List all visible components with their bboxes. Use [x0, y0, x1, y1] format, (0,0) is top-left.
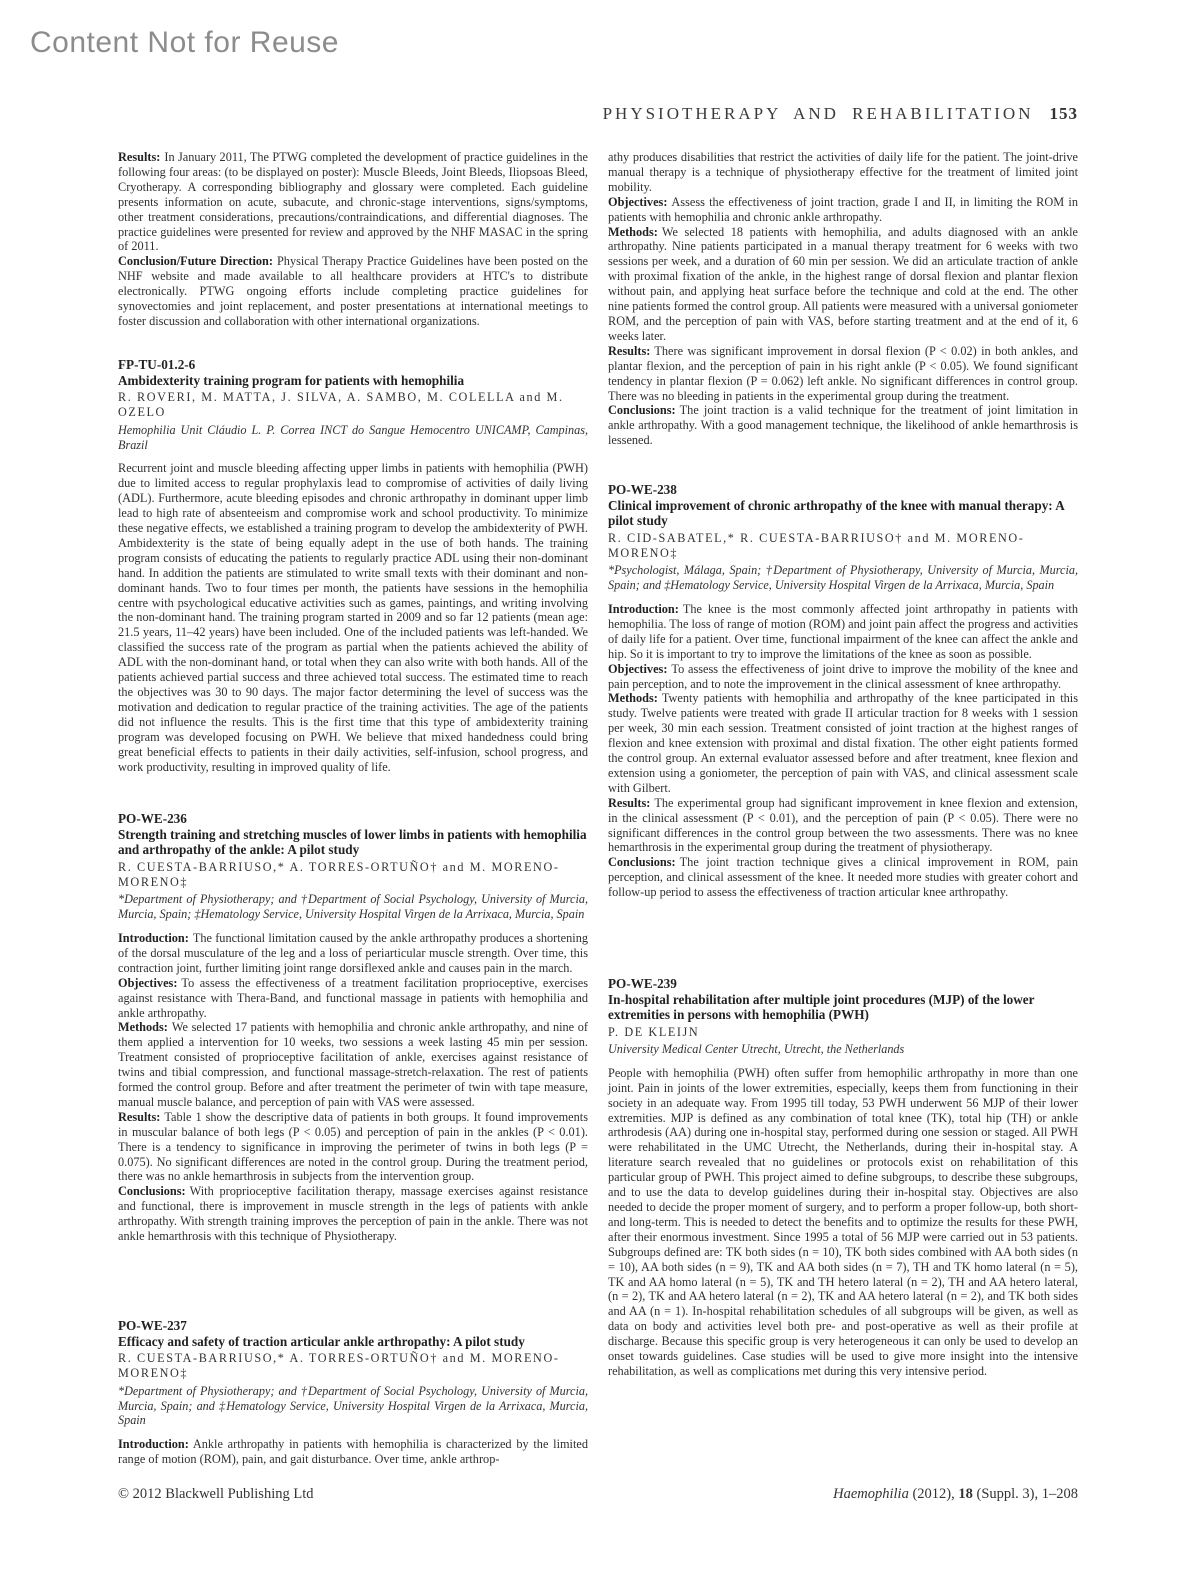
abstract-code: PO-WE-237: [118, 1318, 187, 1333]
footer-journal-name: Haemophilia: [833, 1486, 909, 1502]
section-label: Results:: [608, 795, 651, 810]
running-head-title: PHYSIOTHERAPY AND REHABILITATION: [602, 104, 1034, 123]
section-text: Recurrent joint and muscle bleeding affecting upper limbs in patients with hemophilia (PWH) due to limited access to regular prophylaxis lead to compromise of activities of daily living (ADL). Furthermore, acute bleeding episodes and chronic arthropathy in dominant upper limb lead to high rate of absenteeism and compromise work and school productivity. To minimize these negative effects, we established a training program to develop the ambidexterity of PWH. Ambidexterity is the state of being equally adept in the use of both hands. The training program consists of educating the patients to regularly practice ADL using their non-dominant hand. In addition the patients are stimulated to write small texts with their dominant and non-dominant hands. Two to four times per month, the patients have sessions in the hemophilia centre with psychological educative activities such as games, paintings, and writing involving the non-dominant hand. The training program started in 2009 and so far 12 patients (mean age: 21.5 years, 11–42 years) have been included. One of the included patients was left-handed. We classified the success rate of the program as partial when the patients achieved the ability of ADL with the non-dominant hand, or total when they can also write with both hands. All of the patients achieved partial success and three achieved total success. The estimated time to reach the objectives was 30 to 90 days. The major factor determining the level of success was the motivation and dedication to regular practice of the training activities. The age of the patients did not influence the results. This is the first time that this type of ambidexterity training program was developed focusing on PWH. We believe that mixed handedness could bring great beneficial effects to patients in their daily activities, self-infusion, school progress, and work productivity, resulting in improved quality of life.: [118, 461, 588, 774]
section-label: Methods:: [118, 1020, 168, 1035]
section-text: Table 1 show the descriptive data of patients in both groups. It found improvements in muscular balance of both legs (P < 0.05) and perception of pain in the ankles (P < 0.01). There is a tendency to significance in improving the perimeter of twins in both legs (P = 0.075). No significant differences are noted in the control group. During the treatment period, there was no ankle hemarthrosis in subjects from the intervention group.: [118, 1109, 588, 1184]
abstract-authors: R. CUESTA-BARRIUSO,* A. TORRES-ORTUÑO† and M. MORENO-MORENO‡: [118, 1351, 560, 1381]
page-number: 153: [1049, 104, 1078, 123]
section-label: Results:: [608, 343, 651, 358]
section-paragraph: [118, 1020, 588, 1109]
section-text: We selected 17 patients with hemophilia and chronic ankle arthropathy, and nine of them applied a intervention for 10 weeks, two sessions a week lasting 45 min per session. Treatment consisted of proprioceptive facilitation of ankle, exercises against resistance of twins and tibial compression, and functional massage-stretch-relaxation. The rest of patients formed the control group. Before and after treatment the perimeter of twin with tape measure, manual muscle balance, and perception of pain with VAS were assessed.: [118, 1020, 588, 1109]
footer-volume: 18: [958, 1486, 973, 1502]
section-paragraph: [608, 602, 1078, 662]
section-text: Physical Therapy Practice Guidelines have been posted on the NHF website and made available to all healthcare providers at HTC's to distribute electronically. PTWG ongoing efforts include completing practice guidelines for synovectomies and joint replacement, and poster presentations at international meetings to foster discussion and collaboration with other international organizations.: [118, 254, 588, 328]
section-paragraph: [608, 195, 1078, 225]
abstract-po-we-239: [608, 976, 1078, 1379]
abstract-title: In-hospital rehabilitation after multiple joint procedures (MJP) of the lower extremities in persons with hemophilia (PWH): [608, 991, 1035, 1023]
abstract-authors: R. CID-SABATEL,* R. CUESTA-BARRIUSO† and M. MORENO-MORENO‡: [608, 530, 1025, 560]
section-paragraph: [608, 796, 1078, 856]
abstract-title: Strength training and stretching muscles of lower limbs in patients with hemophilia and arthropathy of the ankle: A pilot study: [118, 826, 587, 858]
section-text: The joint traction technique gives a clinical improvement in ROM, pain perception, and clinical assessment of the knee. It needed more studies with greater cohort and follow-up period to assess the effectiveness of traction articular knee arthropathy.: [608, 855, 1078, 900]
section-paragraph: [118, 931, 588, 976]
section-text: Ankle arthropathy in patients with hemophilia is characterized by the limited range of motion (ROM), pain, and gait disturbance. Over time, ankle arthrop-: [118, 1437, 588, 1467]
footer-journal-ref: [833, 1486, 1078, 1503]
abstract-affiliation: *Psychologist, Málaga, Spain; †Department of Physiotherapy, University of Murcia, Murcia, Spain; and ‡Hematology Service, University Hospital Virgen de la Arrixaca, Murcia, Spain: [608, 563, 1078, 593]
running-head: [603, 104, 1078, 124]
section-paragraph: [118, 976, 588, 1021]
abstract-title: Efficacy and safety of traction articular ankle arthropathy: A pilot study: [118, 1333, 525, 1349]
abstract-code: PO-WE-236: [118, 811, 187, 826]
section-label: Conclusions:: [608, 855, 676, 870]
abstract-code: FP-TU-01.2-6: [118, 357, 196, 372]
section-text: With proprioceptive facilitation therapy, massage exercises against resistance and functional, there is improvement in muscle strength in the legs of patients with ankle arthropathy. With strength training improves the perception of pain in the ankle. There was not ankle hemarthrosis with this technique of Physiotherapy.: [118, 1184, 588, 1244]
section-label: Objectives:: [608, 194, 668, 209]
abstract-authors: P. DE KLEIJN: [608, 1024, 700, 1039]
section-paragraph: [118, 1184, 588, 1244]
section-text: The experimental group had significant improvement in knee flexion and extension, in the clinical assessment (P < 0.01), and the perception of pain (P < 0.05). There were no significant differences in the control group between the two assessments. There was no knee hemarthrosis in the experimental group during the treatment of physiotherapy.: [608, 795, 1078, 855]
section-paragraph: [608, 150, 1078, 195]
abstract-affiliation: Hemophilia Unit Cláudio L. P. Correa INCT do Sangue Hemocentro UNICAMP, Campinas, Brazil: [118, 422, 588, 452]
section-text: There was significant improvement in dorsal flexion (P < 0.02) in both ankles, and plantar flexion, and the perception of pain in his right ankle (P < 0.05). We found significant tendency in plantar flexion (P = 0.062) left ankle. No significant differences in control group. There was no bleeding in patients in the experimental group during the treatment.: [608, 343, 1078, 403]
section-text: Assess the effectiveness of joint traction, grade I and II, in limiting the ROM in patients with hemophilia and chronic ankle arthropathy.: [608, 194, 1078, 224]
abstract-code: PO-WE-238: [608, 482, 677, 497]
abstract-affiliation: *Department of Physiotherapy; and †Department of Social Psychology, University of Murcia, Murcia, Spain; and ‡Hematology Service, University Hospital Virgen de la Arrixaca, Murcia, Spain: [118, 1383, 588, 1428]
section-text: To assess the effectiveness of joint drive to improve the mobility of the knee and pain perception, and to note the improvement in the clinical assessment of knee arthropathy.: [608, 661, 1078, 691]
footer-year: (2012),: [912, 1486, 955, 1502]
section-text: athy produces disabilities that restrict the activities of daily life for the patient. The joint-drive manual therapy is a technique of physiotherapy effective for the treatment of limited joint mobility.: [608, 150, 1078, 194]
section-text: In January 2011, The PTWG completed the development of practice guidelines in the following four areas: (to be displayed on poster): Muscle Bleeds, Joint Bleeds, Iliopsoas Bleed, Cryotherapy. A corresponding bibliography and glossary were completed. Each guideline presents information on acute, subacute, and chronic-stage interventions, signs/symptoms, other treatment considerations, precautions/contraindications, and differential diagnoses. The practice guidelines were presented for review and approved by the NHF MASAC in the spring of 2011.: [118, 150, 588, 254]
abstract-authors: R. ROVERI, M. MATTA, J. SILVA, A. SAMBO, M. COLELLA and M. OZELO: [118, 390, 564, 420]
footer-issue-pages: (Suppl. 3), 1–208: [976, 1486, 1078, 1502]
section-label: Methods:: [608, 224, 658, 239]
section-paragraph: [608, 403, 1078, 448]
abstract-po-we-236: [118, 811, 588, 1244]
section-paragraph: [118, 150, 588, 254]
section-text: We selected 18 patients with hemophilia, and adults diagnosed with an ankle arthropathy. Nine patients participated in a manual therapy treatment for 6 weeks with two sessions per week, and a duration of 60 min per session. We did an articulate traction of ankle with proximal fixation of the ankle, in the highest range of dorsal flexion and plantar flexion without pain, and applying heat surface before the technique and cold at the end. The other nine patients formed the control group. All patients were measured with a universal goniometer ROM, and the perception of pain with VAS, before starting treatment and at the end of it, 6 weeks later.: [608, 224, 1078, 343]
abstract-authors: R. CUESTA-BARRIUSO,* A. TORRES-ORTUÑO† and M. MORENO-MORENO‡: [118, 859, 560, 889]
section-label: Conclusions:: [118, 1184, 186, 1199]
abstract-continuation-left: [118, 150, 588, 329]
abstract-fp-tu-01-2-6: [118, 357, 588, 774]
section-text: Twenty patients with hemophilia and arthropathy of the knee participated in this study. Twelve patients were treated with grade II articular traction for 8 weeks with 1 session per week, 30 min each session. Treatment consisted of joint traction at the highest ranges of flexion and knee extension with proximal and distal fixation. The other eight patients formed the control group. An external evaluator assessed before and after treatment, knee flexion and extension using a goniometer, the perception of pain with VAS, and clinical assessment scale with Gilbert.: [608, 691, 1078, 795]
section-paragraph: [608, 344, 1078, 404]
section-label: Methods:: [608, 691, 658, 706]
footer-copyright: © 2012 Blackwell Publishing Ltd: [118, 1486, 314, 1502]
section-paragraph: [608, 225, 1078, 344]
section-label: Introduction:: [118, 930, 189, 945]
section-paragraph: [118, 1110, 588, 1185]
section-label: Introduction:: [608, 601, 679, 616]
abstract-po-we-237: [118, 1318, 588, 1467]
section-label: Conclusion/Future Direction:: [118, 254, 273, 269]
section-paragraph: [608, 662, 1078, 692]
section-paragraph: [118, 254, 588, 329]
abstract-code: PO-WE-239: [608, 976, 677, 991]
section-paragraph: [608, 1066, 1078, 1379]
abstract-affiliation: University Medical Center Utrecht, Utrecht, the Netherlands: [608, 1041, 905, 1056]
section-paragraph: [118, 1437, 588, 1467]
watermark-text: Content Not for Reuse: [30, 26, 339, 59]
section-paragraph: [608, 691, 1078, 795]
abstract-continuation-right: [608, 150, 1078, 448]
abstract-affiliation: *Department of Physiotherapy; and †Department of Social Psychology, University of Murcia, Murcia, Spain; ‡Hematology Service, University Hospital Virgen de la Arrixaca, Murcia, Spain: [118, 892, 588, 922]
section-label: Results:: [118, 150, 161, 164]
section-text: People with hemophilia (PWH) often suffer from hemophilic arthropathy in more than one joint. Pain in joints of the lower extremities, especially, keeps them from functioning in their society in an adequate way. From 1995 till today, 53 PWH underwent 56 MJP of their lower extremities. MJP is defined as any combination of total knee (TK), total hip (TH) or ankle arthrodesis (AA) during one in-hospital stay, performed during one session or staged. All PWH were rehabilitated in the UMC Utrecht, the Netherlands, during their in-hospital stay. A literature search revealed that no guidelines or protocols exist on rehabilitation of this particular group of PWH. This project aimed to define subgroups, to describe these subgroups, and to use the data to develop guidelines during their in-hospital stay. Objectives are also needed to decide the proper moment of surgery, and to perform a proper follow-up, both short- and long-term. This is needed to detect the benefits and to optimize the results for these PWH, after their enormous investment. Since 1995 a total of 56 MJP were carried out in 53 patients. Subgroups defined are: TK both sides (n = 10), TK both sides combined with AA both sides (n = 10), AA both sides (n = 9), TK and AA both sides (n = 7), TH and TK homo lateral (n = 5), TK and AA homo lateral (n = 5), TK and TH hetero lateral (n = 2), TH and AA hetero lateral, (n = 2), TK and AA hetero lateral (n = 2), TK and AA hetero lateral (n = 2), and TK both sides and AA (n = 1). In-hospital rehabilitation schedules of all subgroups will be given, as well as data on body and activities level both pre- and post-operative as well as their profile at discharge. Because this specific group is very heterogeneous it can only be used to develop an onset towards guidelines. Case studies will be used to give more insight into the intensive rehabilitation, as well as complications met during this very intensive period.: [608, 1065, 1078, 1378]
section-label: Results:: [118, 1109, 161, 1124]
section-text: The knee is the most commonly affected joint arthropathy in patients with hemophilia. The loss of range of motion (ROM) and joint pain affect the progress and activities of daily life for a patient. Over time, functional impairment of the knee can affect the ankle and hip. So it is important to try to improve the limitations of the knee as soon as possible.: [608, 601, 1078, 661]
abstract-po-we-238: [608, 482, 1078, 900]
abstract-title: Clinical improvement of chronic arthropathy of the knee with manual therapy: A pilot study: [608, 497, 1065, 529]
abstract-title: Ambidexterity training program for patients with hemophilia: [118, 372, 465, 388]
section-label: Introduction:: [118, 1437, 189, 1452]
section-label: Objectives:: [118, 975, 178, 990]
section-paragraph: [118, 461, 588, 774]
section-text: To assess the effectiveness of a treatment facilitation proprioceptive, exercises against resistance with Thera-Band, and functional massage in patients with hemophilia and ankle arthropathy.: [118, 975, 588, 1020]
section-text: The functional limitation caused by the ankle arthropathy produces a shortening of the dorsal musculature of the leg and a loss of periarticular muscle strength. Over time, this contraction joint, further limiting joint range dorsiflexed ankle and causes pain in the march.: [118, 930, 588, 975]
section-paragraph: [608, 855, 1078, 900]
section-label: Objectives:: [608, 661, 668, 676]
section-text: The joint traction is a valid technique for the treatment of joint limitation in ankle arthropathy. With a good management technique, the likelihood of ankle hemarthrosis is lessened.: [608, 403, 1078, 448]
section-label: Conclusions:: [608, 403, 676, 418]
